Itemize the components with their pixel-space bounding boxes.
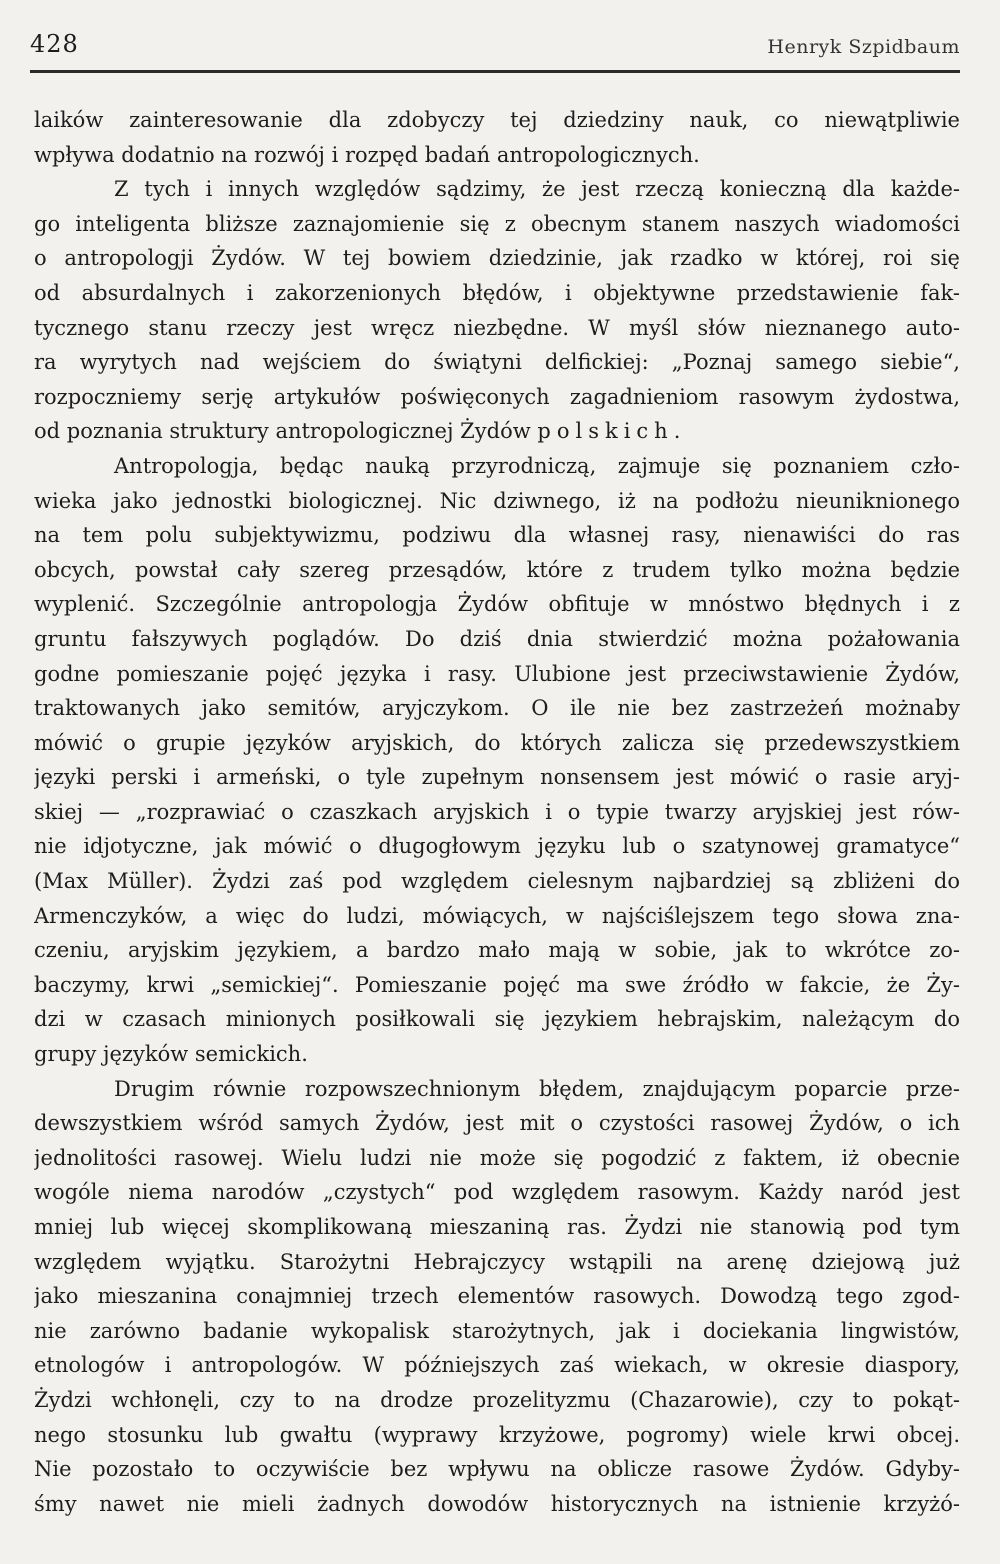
line-text: Antropologja, będąc nauką przyrodniczą, zajmuje się poznaniem czło- (114, 453, 960, 478)
line-text: dzi w czasach minionych posiłkowali się językiem hebrajskim, należącym do (34, 1007, 960, 1032)
text-line (34, 484, 960, 519)
line-text: rozpoczniemy serję artykułów poświęconych zagadnieniom rasowym żydostwa, (34, 384, 960, 409)
line-text: baczymy, krwi „semickiej“. Pomieszanie pojęć ma swe źródło w fakcie, że Ży- (34, 972, 960, 997)
text-line (34, 622, 960, 657)
text-line (34, 172, 960, 207)
line-text: na tem polu subjektywizmu, podziwu dla własnej rasy, nienawiści do ras (34, 523, 960, 548)
line-text: go inteligenta bliższe zaznajomienie się z obecnym stanem naszych wiadomości (34, 211, 960, 236)
text-line (34, 1002, 960, 1037)
line-text: nie zarówno badanie wykopalisk starożytnych, jak i dociekania lingwistów, (34, 1318, 960, 1343)
line-text: Drugim równie rozpowszechnionym błędem, znajdującym poparcie prze- (114, 1076, 960, 1101)
text-line (34, 899, 960, 934)
text-line (34, 1141, 960, 1176)
text-line (34, 968, 960, 1003)
text-line (34, 345, 960, 380)
text-line (34, 449, 960, 484)
line-text: ra wyrytych nad wejściem do świątyni delfickiej: „Poznaj samego siebie“, (34, 350, 960, 375)
line-text: od absurdalnych i zakorzenionych błędów, i objektywne przedstawienie fak- (34, 280, 960, 305)
text-line (34, 553, 960, 588)
text-line (34, 1418, 960, 1453)
line-text: śmy nawet nie mieli żadnych dowodów historycznych na istnienie krzyżó- (34, 1491, 960, 1516)
emphasized-word: polskich. (537, 419, 687, 444)
line-text: Armenczyków, a więc do ludzi, mówiących, w najściślejszem tego słowa zna- (34, 903, 960, 928)
line-text: Żydzi wchłonęli, czy to na drodze prozelityzmu (Chazarowie), czy to pokąt- (34, 1387, 960, 1412)
text-line (34, 1072, 960, 1107)
line-text: skiej — „rozprawiać o czaszkach aryjskich i o typie twarzy aryjskiej jest rów- (34, 799, 960, 824)
text-line (34, 1452, 960, 1487)
line-text: jako mieszanina conajmniej trzech elementów rasowych. Dowodzą tego zgod- (34, 1284, 960, 1309)
line-text: laików zainteresowanie dla zdobyczy tej dziedziny nauk, co niewątpliwie (34, 108, 960, 132)
line-text: wogóle niema narodów „czystych“ pod względem rasowym. Każdy naród jest (34, 1180, 960, 1205)
header-rule (30, 70, 960, 73)
line-text: nie idjotyczne, jak mówić o długogłowym języku lub o szatynowej gramatyce“ (34, 834, 960, 859)
text-line (34, 241, 960, 276)
line-text: względem wyjątku. Starożytni Hebrajczycy wstąpili na arenę dziejową już (34, 1249, 960, 1274)
text-line (34, 518, 960, 553)
line-text: języki perski i armeński, o tyle zupełnym nonsensem jest mówić o rasie aryj- (34, 765, 960, 790)
text-line (34, 864, 960, 899)
text-line (34, 207, 960, 242)
line-text: godne pomieszanie pojęć języka i rasy. Ulubione jest przeciwstawienie Żydów, (34, 661, 960, 686)
line-text: gruntu fałszywych poglądów. Do dziś dnia stwierdzić można pożałowania (34, 626, 960, 651)
text-line (34, 829, 960, 864)
text-line (34, 795, 960, 830)
text-line (34, 587, 960, 622)
line-text: Nie pozostało to oczywiście bez wpływu na oblicze rasowe Żydów. Gdyby- (34, 1457, 960, 1482)
line-text: mniej lub więcej skomplikowaną mieszaniną ras. Żydzi nie stanowią pod tym (34, 1215, 960, 1239)
body-text (34, 103, 960, 1521)
text-line (34, 1245, 960, 1280)
line-text: jednolitości rasowej. Wielu ludzi nie może się pogodzić z faktem, iż obecnie (34, 1145, 960, 1170)
line-text: grupy języków semickich. (34, 1042, 308, 1067)
text-line (34, 1279, 960, 1314)
text-line (34, 1348, 960, 1383)
text-line (34, 103, 960, 138)
text-line (34, 1037, 960, 1072)
text-line (34, 1106, 960, 1141)
line-text: dewszystkiem wśród samych Żydów, jest mit o czystości rasowej Żydów, o ich (34, 1111, 960, 1136)
line-text: traktowanych jako semitów, aryjczykom. O ile nie bez zastrzeżeń możnaby (34, 696, 960, 721)
text-line (34, 726, 960, 761)
line-text: etnologów i antropologów. W późniejszych zaś wiekach, w okresie diaspory, (34, 1353, 960, 1378)
line-text: czeniu, aryjskim językiem, a bardzo mało mają w sobie, jak to wkrótce zo- (34, 938, 960, 963)
line-text: wpływa dodatnio na rozwój i rozpęd badań antropologicznych. (34, 142, 700, 167)
line-text: o antropologji Żydów. W tej bowiem dziedzinie, jak rzadko w której, roi się (34, 246, 960, 271)
text-line (34, 138, 960, 173)
text-line (34, 657, 960, 692)
text-line (34, 414, 960, 449)
text-line (34, 760, 960, 795)
line-text: Z tych i innych względów sądzimy, że jest rzeczą konieczną dla każde- (114, 177, 960, 202)
text-line (34, 1314, 960, 1349)
text-line (34, 380, 960, 415)
text-line (34, 1487, 960, 1522)
page-number: 428 (30, 30, 79, 58)
running-head: Henryk Szpidbaum (767, 36, 960, 58)
text-line (34, 1383, 960, 1418)
text-line (34, 1210, 960, 1245)
text-line (34, 933, 960, 968)
text-line (34, 1175, 960, 1210)
text-line (34, 691, 960, 726)
line-text: obcych, powstał cały szereg przesądów, które z trudem tylko można będzie (34, 557, 960, 582)
line-text: (Max Müller). Żydzi zaś pod względem cielesnym najbardziej są zbliżeni do (34, 869, 960, 894)
page-header (30, 30, 960, 64)
line-text: wyplenić. Szczególnie antropologja Żydów obfituje w mnóstwo błędnych i z (34, 592, 960, 617)
line-text: wieka jako jednostki biologicznej. Nic dziwnego, iż na podłożu nieuniknionego (34, 488, 960, 513)
text-line (34, 311, 960, 346)
line-text: tycznego stanu rzeczy jest wręcz niezbędne. W myśl słów nieznanego auto- (34, 315, 960, 340)
line-text: mówić o grupie języków aryjskich, do których zalicza się przedewszystkiem (34, 730, 960, 755)
line-text: od poznania struktury antropologicznej Żydów (34, 419, 531, 444)
text-line (34, 276, 960, 311)
line-text: nego stosunku lub gwałtu (wyprawy krzyżowe, pogromy) wiele krwi obcej. (34, 1422, 960, 1447)
